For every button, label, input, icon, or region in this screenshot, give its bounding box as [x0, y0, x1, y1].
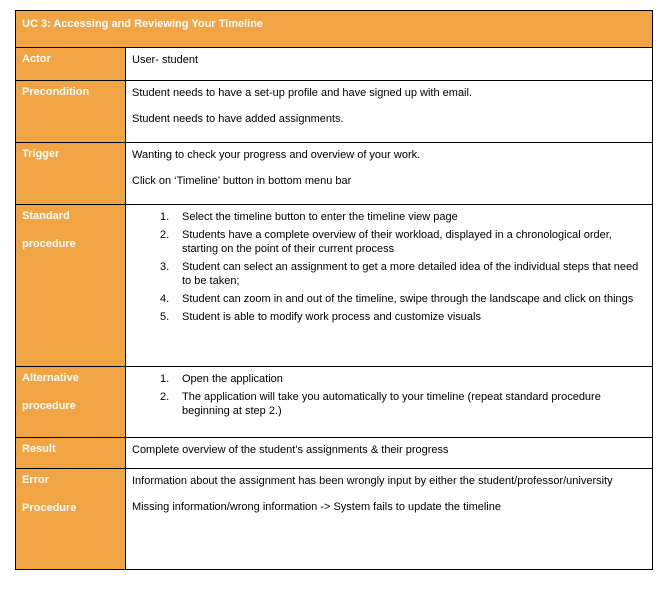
result-label: [16, 438, 126, 468]
trigger-label: [16, 143, 126, 204]
alternative-steps-list: [132, 372, 646, 418]
step-number: 3.: [160, 261, 170, 273]
trigger-line: Click on ‘Timeline’ button in bottom menu bar: [132, 175, 352, 187]
precondition-label-text: Precondition: [22, 86, 90, 98]
trigger-row: [16, 142, 652, 204]
step-number: 1.: [160, 211, 170, 223]
step-number: 2.: [160, 391, 170, 403]
list-item: [132, 372, 646, 386]
step-number: 4.: [160, 293, 170, 305]
step-number: 5.: [160, 311, 170, 323]
step-text: Select the timeline button to enter the timeline view page: [182, 211, 458, 223]
alternative-procedure-content: [126, 367, 652, 437]
precondition-content: [126, 81, 652, 142]
result-text: Complete overview of the student’s assignments & their progress: [132, 444, 449, 456]
error-line: Information about the assignment has been wrongly input by either the student/professor/university: [132, 475, 613, 487]
standard-steps-list: [132, 210, 646, 324]
trigger-content: [126, 143, 652, 204]
actor-label: [16, 48, 126, 80]
error-line: Missing information/wrong information -> System fails to update the timeline: [132, 501, 501, 513]
step-number: 2.: [160, 229, 170, 241]
step-text: Students have a complete overview of their workload, displayed in a chronological order, starting on the point of their current process: [182, 229, 612, 255]
list-item: [132, 292, 646, 306]
precondition-line: Student needs to have a set-up profile and have signed up with email.: [132, 87, 473, 99]
step-text: The application will take you automatically to your timeline (repeat standard procedure beginning at step 2.): [182, 391, 601, 417]
step-text: Student is able to modify work process and customize visuals: [182, 311, 481, 323]
step-text: Student can zoom in and out of the timeline, swipe through the landscape and click on things: [182, 293, 634, 305]
alternative-label-line1: Alternative: [22, 372, 79, 384]
error-label-line2: Procedure: [22, 502, 77, 514]
list-item: [132, 210, 646, 224]
result-label-text: Result: [22, 443, 56, 455]
step-text: Open the application: [182, 373, 283, 385]
actor-label-text: Actor: [22, 53, 51, 65]
list-item: [132, 260, 646, 288]
standard-procedure-label: [16, 205, 126, 366]
list-item: [132, 228, 646, 256]
actor-text: User- student: [132, 54, 199, 66]
standard-procedure-content: [126, 205, 652, 366]
error-procedure-content: [126, 469, 652, 569]
result-row: [16, 437, 652, 468]
actor-row: [16, 47, 652, 80]
list-item: [132, 390, 646, 418]
use-case-title-row: [16, 11, 652, 47]
precondition-line: Student needs to have added assignments.: [132, 113, 344, 125]
alternative-label-line2: procedure: [22, 400, 76, 412]
trigger-label-text: Trigger: [22, 148, 60, 160]
step-text: Student can select an assignment to get a more detailed idea of the individual steps that need to be taken;: [182, 261, 639, 287]
error-label-line1: Error: [22, 474, 49, 486]
error-procedure-label: [16, 469, 126, 569]
use-case-title: UC 3: Accessing and Reviewing Your Timeline: [22, 18, 264, 30]
actor-content: [126, 48, 652, 80]
precondition-row: [16, 80, 652, 142]
result-content: [126, 438, 652, 468]
step-number: 1.: [160, 373, 170, 385]
list-item: [132, 310, 646, 324]
standard-label-line2: procedure: [22, 238, 76, 250]
alternative-procedure-label: [16, 367, 126, 437]
standard-procedure-row: [16, 204, 652, 366]
use-case-table: [15, 10, 653, 570]
standard-label-line1: Standard: [22, 210, 70, 222]
alternative-procedure-row: [16, 366, 652, 437]
trigger-line: Wanting to check your progress and overview of your work.: [132, 149, 421, 161]
precondition-label: [16, 81, 126, 142]
error-procedure-row: [16, 468, 652, 569]
